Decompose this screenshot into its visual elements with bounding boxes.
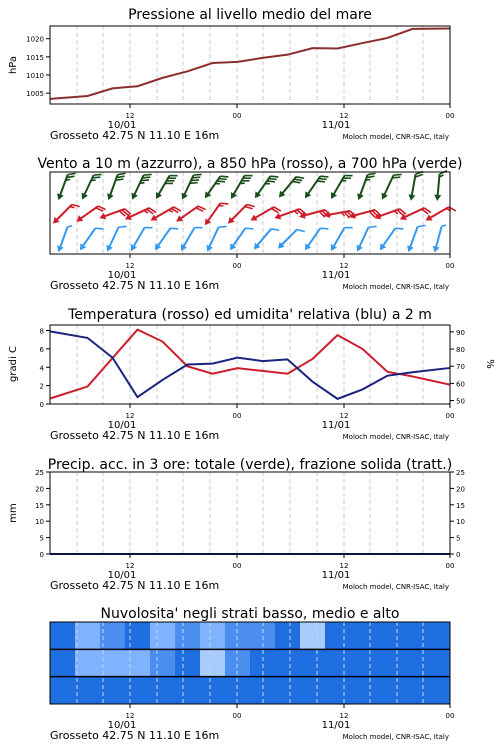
cloud-cell: [150, 622, 176, 649]
date-label: 11/01: [321, 720, 351, 731]
cloud-cell: [200, 622, 226, 649]
wind-barb: [105, 170, 125, 203]
cloud-cell: [50, 677, 76, 704]
plot-frame: [50, 472, 450, 554]
y2-tick-label: 50: [456, 397, 465, 406]
x-tick-label: 12: [339, 712, 349, 720]
grid-lines: [77, 325, 423, 404]
cloud-cell: [125, 622, 151, 649]
y-tick-label: 6: [39, 345, 44, 354]
temperature-panel: [8, 307, 495, 442]
cloud-cell: [425, 677, 451, 704]
x-tick-label: 12: [339, 262, 349, 270]
x-tick-label: 12: [125, 562, 135, 570]
chart-title: Precip. acc. in 3 ore: totale (verde), frazione solida (tratt.): [47, 457, 453, 473]
cloud-cell: [200, 649, 226, 676]
cloud-cell: [50, 649, 76, 676]
wind-barb: [152, 223, 178, 254]
wind-barb: [129, 170, 152, 203]
temperature-line: [50, 330, 450, 399]
wind-barb: [228, 170, 253, 202]
grid-lines: [77, 26, 423, 104]
wind-barb: [424, 202, 456, 227]
wind-barb: [354, 222, 377, 255]
location-label: Grosseto 42.75 N 11.10 E 16m: [50, 279, 220, 292]
date-label: 10/01: [107, 420, 137, 431]
y-tick-label: 1010: [26, 71, 44, 80]
cloud-cell: [325, 649, 351, 676]
wind-barb: [328, 222, 353, 254]
cloud-cell: [350, 649, 376, 676]
cloud-cell: [125, 649, 151, 676]
wind-barb: [74, 201, 105, 227]
chart-title: Pressione al livello medio del mare: [128, 7, 372, 23]
date-label: 11/01: [321, 570, 351, 581]
location-label: Grosseto 42.75 N 11.10 E 16m: [50, 579, 220, 592]
wind-barb: [251, 223, 279, 253]
y-tick-label: 4: [39, 364, 44, 373]
cloud-cell: [75, 649, 101, 676]
x-tick-label: 00: [445, 712, 455, 720]
cloud-panel: [50, 606, 454, 742]
wind-barb: [179, 170, 202, 203]
cloud-cell: [300, 677, 326, 704]
x-tick-label: 00: [445, 562, 455, 570]
wind-barb: [377, 223, 403, 254]
cloud-cell: [150, 649, 176, 676]
y-tick-label: 1015: [26, 53, 44, 62]
wind-barb: [405, 222, 425, 255]
wind-barb: [128, 222, 153, 254]
date-label: 10/01: [107, 120, 137, 131]
date-label: 10/01: [107, 570, 137, 581]
cloud-cell: [75, 622, 101, 649]
cloud-cell: [175, 622, 201, 649]
cloud-cell: [400, 649, 426, 676]
cloud-cell: [300, 622, 326, 649]
y-tick-label: 2: [39, 382, 44, 391]
cloud-cell: [100, 649, 126, 676]
y-tick-label: 15: [35, 501, 44, 510]
wind-barb: [302, 171, 328, 202]
y2-tick-label: 0: [456, 551, 461, 559]
wind-barb: [323, 207, 355, 223]
cloud-cell: [175, 649, 201, 676]
cloud-cell: [100, 622, 126, 649]
x-tick-label: 12: [339, 562, 349, 570]
cloud-cell: [275, 677, 301, 704]
cloud-cell: [50, 622, 76, 649]
wind-barb: [149, 202, 181, 227]
x-tick-label: 12: [339, 412, 349, 420]
wind-barb-row: [55, 170, 447, 203]
wind-barb: [50, 199, 79, 228]
model-credit: Moloch model, CNR-ISAC, Italy: [342, 433, 449, 441]
wind-barb-row: [55, 222, 446, 255]
wind-barb: [55, 223, 72, 253]
location-label: Grosseto 42.75 N 11.10 E 16m: [50, 429, 220, 442]
y2-tick-label: 60: [456, 380, 465, 389]
plot-frame: [50, 325, 450, 404]
cloud-cell: [225, 677, 251, 704]
cloud-cell: [100, 677, 126, 704]
wind-barb: [373, 204, 406, 224]
model-credit: Moloch model, CNR-ISAC, Italy: [342, 583, 449, 591]
y2-tick-label: 15: [456, 501, 465, 510]
wind-barb: [204, 222, 227, 255]
wind-barb: [431, 223, 446, 253]
wind-barb-row: [50, 198, 455, 229]
model-credit: Moloch model, CNR-ISAC, Italy: [342, 133, 449, 141]
x-tick-label: 12: [339, 112, 349, 120]
pressure-line: [50, 29, 450, 99]
cloud-cell: [350, 622, 376, 649]
x-tick-label: 00: [445, 112, 455, 120]
wind-barb: [302, 223, 328, 254]
y2-tick-label: 25: [456, 469, 465, 477]
wind-barb: [202, 198, 228, 229]
cloud-cell: [400, 677, 426, 704]
wind-panel: [37, 156, 462, 292]
model-credit: Moloch model, CNR-ISAC, Italy: [342, 733, 449, 741]
pressure-panel: [8, 7, 454, 142]
chart-title: Nuvolosita' negli strati basso, medio e alto: [100, 606, 400, 622]
cloud-cell: [225, 649, 251, 676]
wind-barb: [55, 170, 75, 203]
x-tick-label: 12: [125, 262, 135, 270]
y-tick-label: 1005: [26, 90, 44, 99]
wind-barb: [355, 170, 375, 203]
cloud-cell: [325, 677, 351, 704]
date-label: 10/01: [107, 270, 137, 281]
y-tick-label: 0: [39, 551, 44, 559]
humidity-line: [50, 331, 450, 398]
wind-barb: [77, 223, 103, 254]
y-tick-label: 5: [39, 534, 44, 543]
y-axis-label: hPa: [8, 55, 19, 75]
wind-barb: [227, 223, 253, 254]
wind-barb: [178, 222, 203, 254]
cloud-cell: [325, 622, 351, 649]
x-tick-label: 00: [232, 262, 242, 270]
grid-lines: [77, 472, 423, 554]
cloud-cell: [275, 622, 301, 649]
cloud-cell: [75, 677, 101, 704]
cloud-cell: [400, 622, 426, 649]
y2-tick-label: 10: [456, 518, 465, 527]
wind-barb: [174, 201, 205, 227]
y-tick-label: 1020: [26, 35, 44, 44]
chart-title: Temperatura (rosso) ed umidita' relativa (blu) a 2 m: [68, 307, 432, 323]
x-tick-label: 12: [125, 112, 135, 120]
x-tick-label: 00: [445, 262, 455, 270]
y2-tick-label: 80: [456, 346, 465, 355]
date-label: 11/01: [321, 270, 351, 281]
x-tick-label: 00: [232, 112, 242, 120]
x-tick-label: 00: [232, 412, 242, 420]
y2-axis-label: %: [484, 359, 495, 369]
y-tick-label: 25: [35, 469, 44, 477]
y2-tick-label: 20: [456, 485, 465, 494]
wind-barb: [202, 171, 228, 202]
wind-barb: [252, 171, 278, 202]
cloud-cell: [275, 649, 301, 676]
wind-barb: [434, 170, 447, 202]
cloud-cell: [300, 649, 326, 676]
precipitation-panel: [8, 457, 465, 592]
location-label: Grosseto 42.75 N 11.10 E 16m: [50, 729, 220, 742]
y2-tick-label: 90: [456, 328, 465, 337]
cloud-cell: [425, 649, 451, 676]
wind-barb: [328, 170, 353, 202]
cloud-cell: [200, 677, 226, 704]
date-label: 11/01: [321, 120, 351, 131]
cloud-cell: [175, 677, 201, 704]
wind-barb: [225, 199, 254, 228]
wind-barb: [407, 170, 423, 202]
x-tick-label: 00: [445, 412, 455, 420]
wind-barb: [79, 170, 102, 203]
chart-title: Vento a 10 m (azzurro), a 850 hPa (rosso), a 700 hPa (verde): [37, 156, 463, 172]
wind-barb: [379, 170, 402, 203]
y-tick-label: 8: [39, 327, 44, 336]
x-tick-label: 12: [125, 712, 135, 720]
wind-barb: [104, 222, 127, 255]
date-label: 10/01: [107, 720, 137, 731]
y-axis-label: mm: [8, 503, 19, 523]
y-tick-label: 10: [35, 518, 44, 527]
date-label: 11/01: [321, 420, 351, 431]
location-label: Grosseto 42.75 N 11.10 E 16m: [50, 129, 220, 142]
x-tick-label: 12: [125, 412, 135, 420]
cloud-cell: [425, 622, 451, 649]
cloud-cell: [125, 677, 151, 704]
y-axis-label: gradi C: [8, 346, 19, 382]
model-credit: Moloch model, CNR-ISAC, Italy: [342, 283, 449, 291]
wind-barb: [348, 205, 381, 223]
cloud-cell: [225, 622, 251, 649]
y2-tick-label: 70: [456, 363, 465, 372]
x-tick-label: 00: [232, 712, 242, 720]
y-tick-label: 20: [35, 485, 44, 494]
cloud-cell: [350, 677, 376, 704]
y-tick-label: 0: [39, 401, 44, 409]
cloud-cell: [150, 677, 176, 704]
x-tick-label: 00: [232, 562, 242, 570]
y2-tick-label: 5: [456, 534, 461, 543]
